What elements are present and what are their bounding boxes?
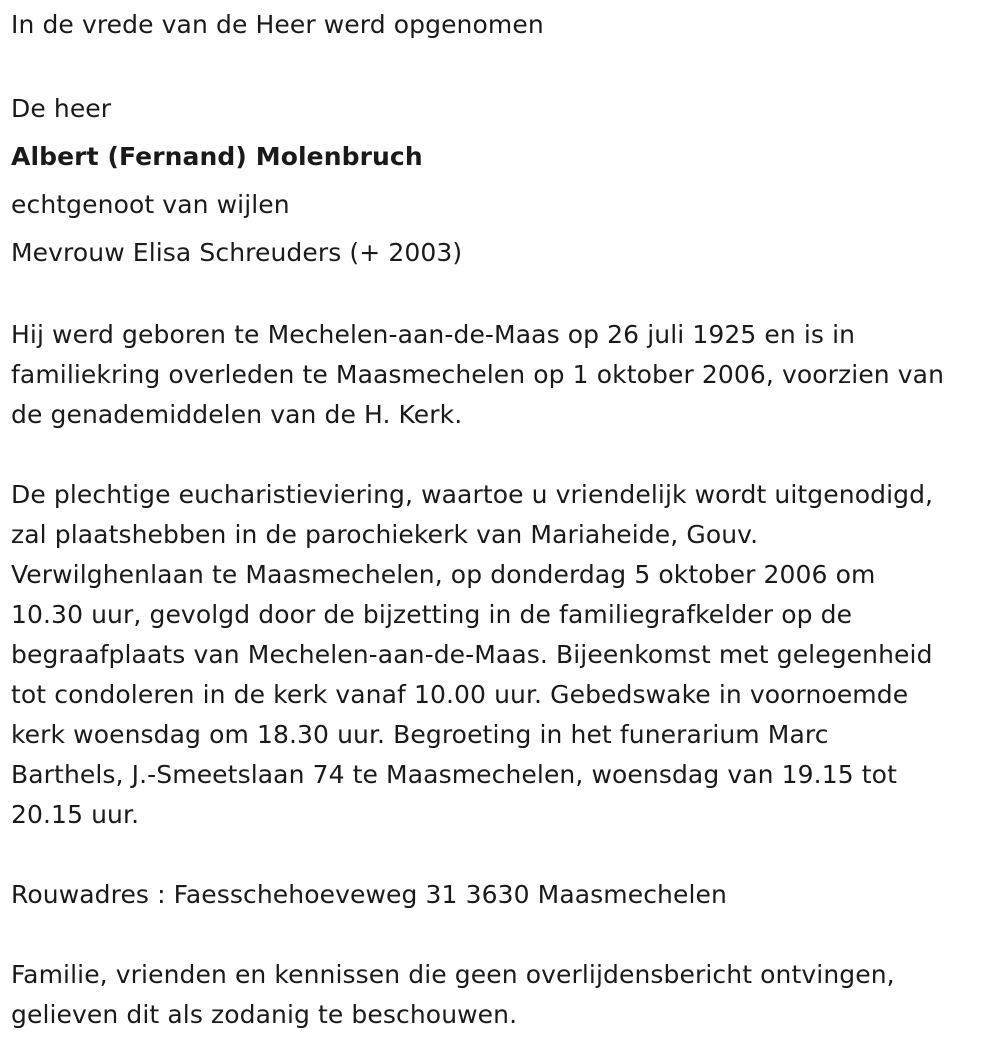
paragraph-line: 10.30 uur, gevolgd door de bijzetting in de familiegrafkelder op de	[11, 600, 853, 629]
paragraph-line: Hij werd geboren te Mechelen-aan-de-Maas op 26 juli 1925 en is in	[11, 320, 856, 349]
paragraph-line: 20.15 uur.	[11, 800, 140, 829]
paragraph-line: De plechtige eucharistieviering, waartoe u vriendelijk wordt uitgenodigd,	[11, 480, 934, 509]
paragraph-line: Familie, vrienden en kennissen die geen overlijdensbericht ontvingen,	[11, 960, 895, 989]
spacer	[11, 45, 996, 85]
spacer	[11, 835, 996, 875]
paragraph-line: begraafplaats van Mechelen-aan-de-Maas. Bijeenkomst met gelegenheid	[11, 640, 933, 669]
paragraph-line: familiekring overleden te Maasmechelen op 1 oktober 2006, voorzien van	[11, 360, 945, 389]
paragraph-line: Verwilghenlaan te Maasmechelen, op donderdag 5 oktober 2006 om	[11, 560, 876, 589]
birth-death-paragraph	[11, 315, 996, 435]
paragraph-line: de genademiddelen van de H. Kerk.	[11, 400, 463, 429]
closing-paragraph	[11, 955, 996, 1035]
paragraph-line: tot condoleren in de kerk vanaf 10.00 uur. Gebedswake in voornoemde	[11, 680, 909, 709]
paragraph-line: Barthels, J.-Smeetslaan 74 te Maasmechelen, woensdag van 19.15 tot	[11, 760, 897, 789]
spacer	[11, 915, 996, 955]
salutation-text: De heer	[11, 94, 112, 123]
obituary-document	[11, 5, 996, 1035]
paragraph-line: gelieven dit als zodanig te beschouwen.	[11, 1000, 518, 1029]
spouse-text: Mevrouw Elisa Schreuders (+ 2003)	[11, 238, 463, 267]
mourning-address: Rouwadres : Faesschehoeveweg 31 3630 Maasmechelen	[11, 880, 727, 909]
deceased-name: Albert (Fernand) Molenbruch	[11, 142, 423, 171]
paragraph-line: kerk woensdag om 18.30 uur. Begroeting in het funerarium Marc	[11, 720, 829, 749]
spacer	[11, 277, 996, 315]
paragraph-line: zal plaatshebben in de parochiekerk van Mariaheide, Gouv.	[11, 520, 759, 549]
spacer	[11, 435, 996, 475]
intro-text: In de vrede van de Heer werd opgenomen	[11, 10, 544, 39]
relation-text: echtgenoot van wijlen	[11, 190, 290, 219]
ceremony-paragraph	[11, 475, 996, 835]
